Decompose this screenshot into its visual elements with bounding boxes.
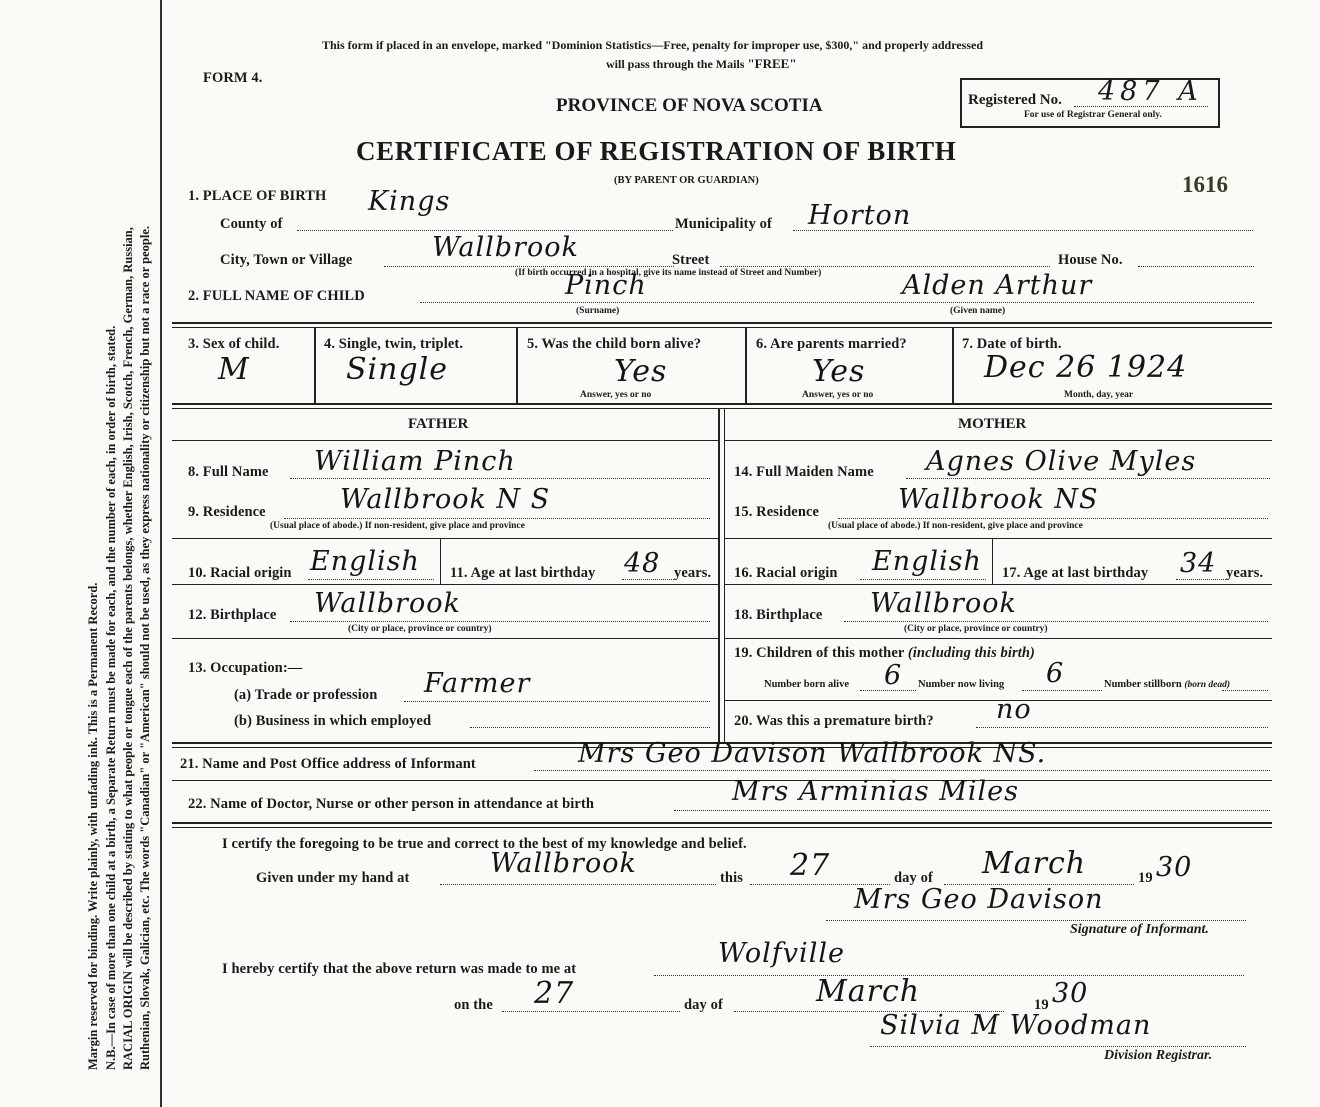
premature-value: no (996, 694, 1032, 725)
given-at-place: Wallbrook (490, 848, 637, 879)
this-label: this (720, 870, 743, 886)
place-of-birth-label: 1. PLACE OF BIRTH (188, 188, 327, 204)
attendant-value: Mrs Arminias Miles (732, 776, 1019, 807)
margin-note-1: Margin reserved for binding. Write plainly, with unfading ink. This is a Permanent Record. (86, 582, 100, 1070)
born-alive-value: Yes (614, 354, 668, 389)
registrar-year-prefix: 19 (1034, 997, 1049, 1013)
city-label: City, Town or Village (220, 252, 353, 268)
mother-age-label: 17. Age at last birthday (1002, 565, 1149, 581)
informant-value: Mrs Geo Davison Wallbrook NS. (578, 738, 1047, 769)
trade-value: Farmer (424, 668, 531, 699)
registrar-year-suffix: 30 (1052, 978, 1089, 1009)
certificate-subtitle: (BY PARENT OR GUARDIAN) (614, 175, 759, 186)
mother-residence-caption: (Usual place of abode.) If non-resident, give place and province (828, 521, 1083, 531)
born-alive-caption: Answer, yes or no (580, 390, 652, 400)
stillborn-label-text: Number stillborn (1104, 679, 1182, 690)
mail-notice-text: will pass through the Mails (606, 57, 745, 71)
informant-signature-caption: Signature of Informant. (1070, 922, 1209, 937)
mother-heading: MOTHER (958, 416, 1027, 432)
given-name-value: Alden Arthur (902, 270, 1093, 301)
mother-age-years: years. (1226, 565, 1264, 581)
father-name-label: 8. Full Name (188, 464, 269, 480)
municipality-label: Municipality of (675, 216, 772, 232)
given-year-suffix: 30 (1156, 852, 1193, 883)
born-alive-count: 6 (884, 660, 903, 691)
county-label: County of (220, 216, 283, 232)
registrar-day-of-label: day of (684, 997, 723, 1013)
mail-free: "FREE" (747, 56, 797, 71)
children-label-text: 19. Children of this mother (734, 645, 905, 661)
stamp-number: 1616 (1182, 172, 1228, 197)
county-value: Kings (368, 186, 451, 217)
hospital-note: (If birth occurred in a hospital, give its name instead of Street and Number) (515, 268, 822, 278)
margin-rule (160, 0, 162, 1107)
dob-value: Dec 26 1924 (984, 350, 1188, 385)
registered-number: 487 A (1098, 76, 1203, 107)
registrar-day: 27 (534, 976, 575, 1011)
premature-label: 20. Was this a premature birth? (734, 713, 934, 729)
mother-birthplace-value: Wallbrook (870, 588, 1017, 619)
father-residence-label: 9. Residence (188, 504, 266, 520)
business-label: (b) Business in which employed (234, 713, 432, 729)
father-residence-caption: (Usual place of abode.) If non-resident, give place and province (270, 521, 525, 531)
father-racial-value: English (310, 546, 420, 577)
day-of-label: day of (894, 870, 933, 886)
margin-note-3: RACIAL ORIGIN will be described by stating to what people or tongue each of the parents belongs, whether English, Irish, Scotch, French, German, Russian, (121, 227, 135, 1070)
father-birthplace-value: Wallbrook (314, 588, 461, 619)
informant-signature: Mrs Geo Davison (854, 884, 1104, 915)
father-racial-label: 10. Racial origin (188, 565, 292, 581)
child-name-label: 2. FULL NAME OF CHILD (188, 288, 365, 304)
form-number: FORM 4. (203, 70, 263, 86)
municipality-value: Horton (808, 200, 912, 231)
occupation-label: 13. Occupation:— (188, 660, 303, 676)
dob-label: 7. Date of birth. (962, 336, 1062, 352)
attendant-label: 22. Name of Doctor, Nurse or other person in attendance at birth (188, 796, 595, 812)
parents-married-label: 6. Are parents married? (756, 336, 907, 352)
mail-notice-line2 (606, 56, 797, 72)
stillborn-note: (born dead) (1184, 680, 1230, 690)
given-at-label: Given under my hand at (256, 870, 410, 886)
father-age-label: 11. Age at last birthday (450, 565, 596, 581)
registered-label: Registered No. (968, 92, 1062, 108)
father-residence-value: Wallbrook N S (340, 484, 551, 515)
province-heading: PROVINCE OF NOVA SCOTIA (556, 95, 823, 116)
margin-note-2: N.B.—In case of more than one child at a birth, a Separate Return must be made for each, and the number of each, in order of birth, stated. (104, 325, 118, 1070)
parents-married-caption: Answer, yes or no (802, 390, 874, 400)
informant-label: 21. Name and Post Office address of Informant (180, 756, 476, 772)
given-day: 27 (790, 848, 831, 883)
born-alive-label: 5. Was the child born alive? (527, 336, 702, 352)
surname-caption: (Surname) (576, 306, 620, 316)
father-age-years: years. (674, 565, 712, 581)
registered-box (960, 78, 1220, 128)
now-living-count: 6 (1046, 658, 1065, 689)
registrar-place: Wolfville (718, 938, 845, 969)
registrar-caption: Division Registrar. (1104, 1048, 1213, 1063)
margin-note-4: Ruthenian, Slovak, Galician, etc. The words "Canadian" or "American" should not be used, as they express nationality or citizenship but not a race or people. (138, 225, 152, 1070)
mother-racial-label: 16. Racial origin (734, 565, 838, 581)
dob-caption: Month, day, year (1064, 390, 1134, 400)
born-alive-count-label: Number born alive (764, 679, 849, 690)
birth-type-label: 4. Single, twin, triplet. (324, 336, 464, 352)
parents-married-value: Yes (812, 354, 866, 389)
on-the-label: on the (454, 997, 493, 1013)
mother-name-label: 14. Full Maiden Name (734, 464, 874, 480)
trade-label: (a) Trade or profession (234, 687, 378, 703)
registrar-signature: Silvia M Woodman (880, 1010, 1152, 1041)
children-note: (including this birth) (907, 645, 1035, 661)
registrar-certify: I hereby certify that the above return was made to me at (222, 961, 577, 977)
father-heading: FATHER (408, 416, 469, 432)
street-label: Street (672, 252, 710, 268)
binding-margin (0, 0, 170, 1107)
given-month: March (982, 846, 1087, 881)
mother-residence-label: 15. Residence (734, 504, 820, 520)
city-value: Wallbrook (432, 232, 579, 263)
certify-statement: I certify the foregoing to be true and correct to the best of my knowledge and belief. (222, 836, 747, 852)
mother-birthplace-caption: (City or place, province or country) (904, 624, 1048, 634)
surname-value: Pinch (565, 270, 647, 301)
sex-value: M (218, 352, 250, 387)
certificate-title: CERTIFICATE OF REGISTRATION OF BIRTH (356, 136, 957, 166)
stillborn-label (1104, 679, 1230, 690)
sex-label: 3. Sex of child. (188, 336, 280, 352)
mail-notice: This form if placed in an envelope, marked "Dominion Statistics—Free, penalty for improper use, $300," and properly addressed (322, 38, 984, 52)
mother-birthplace-label: 18. Birthplace (734, 607, 823, 623)
mother-racial-value: English (872, 546, 982, 577)
mother-residence-value: Wallbrook NS (898, 484, 1099, 515)
given-name-caption: (Given name) (950, 306, 1006, 316)
now-living-label: Number now living (918, 679, 1005, 690)
father-age-value: 48 (624, 548, 661, 579)
birth-type-value: Single (346, 352, 449, 387)
father-birthplace-caption: (City or place, province or country) (348, 624, 492, 634)
father-name-value: William Pinch (314, 446, 516, 477)
mother-name-value: Agnes Olive Myles (926, 446, 1197, 477)
registrar-use-note: For use of Registrar General only. (1024, 110, 1162, 120)
registrar-month: March (816, 974, 921, 1009)
given-year-prefix: 19 (1138, 870, 1153, 886)
house-number-label: House No. (1058, 252, 1123, 268)
father-birthplace-label: 12. Birthplace (188, 607, 277, 623)
mother-age-value: 34 (1180, 548, 1217, 579)
